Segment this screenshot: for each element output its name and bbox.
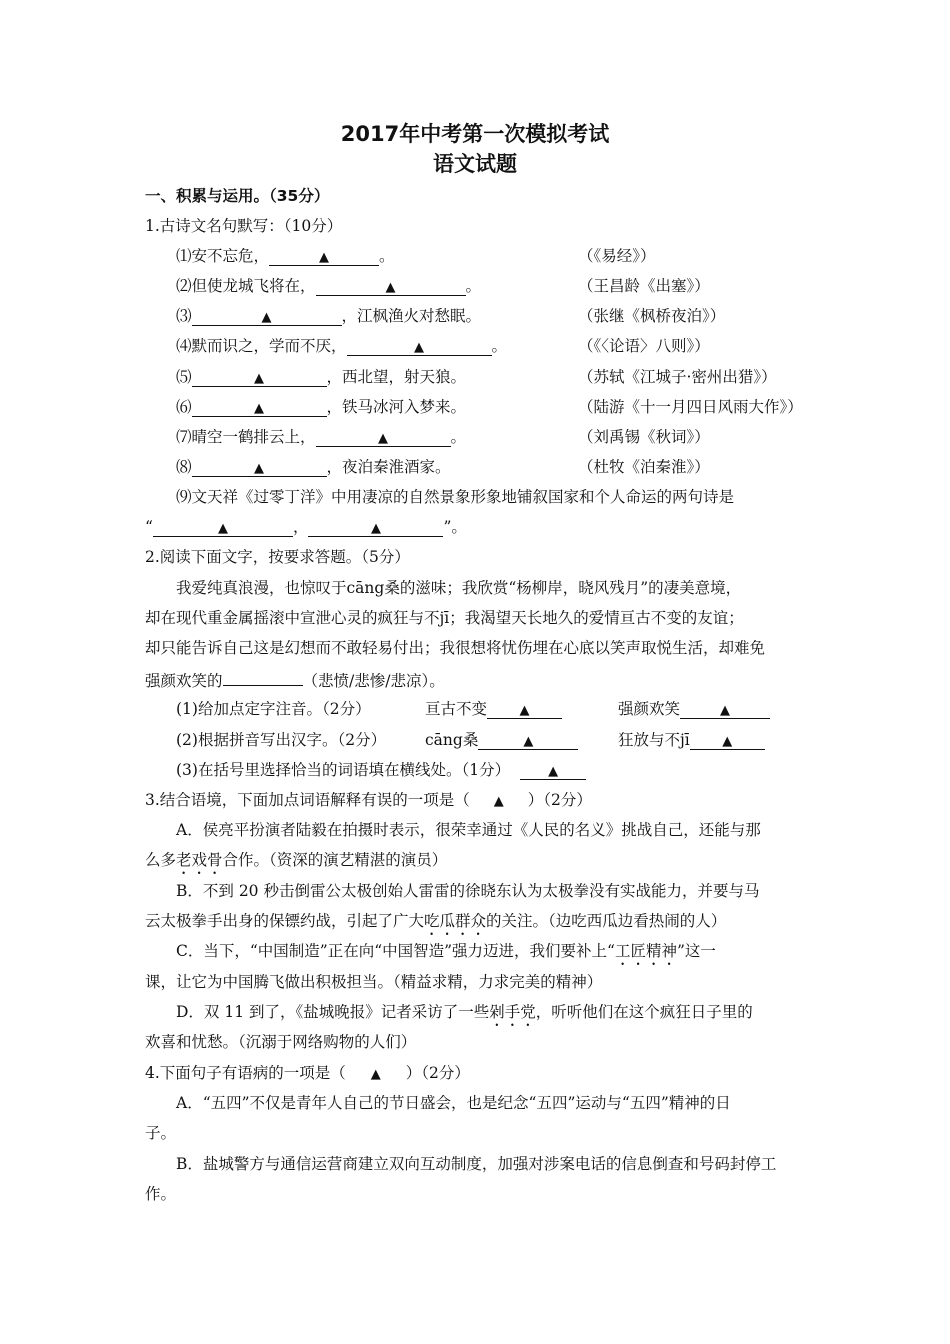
q1-source-8: （杜牧《泊秦淮》） <box>578 458 710 476</box>
q1-item-1: ⑴安不忘危， ▲ 。 <box>176 247 395 265</box>
answer-blank[interactable]: ▲ <box>308 518 443 537</box>
q2-sub2-a: cāng桑 ▲ <box>425 729 578 751</box>
q4-heading: 4.下面句子有语病的一项是（ ▲ ）（2分） <box>145 1064 470 1082</box>
q3-option-a-line1: A．侯亮平扮演者陆毅在拍摄时表示，很荣幸通过《人民的名义》挑战自己，还能与那 <box>176 821 761 839</box>
q3-option-d-line1: D．双 11 到了，《盐城晚报》记者采访了一些剁手党，听听他们在这个疯狂日子里的 <box>176 1003 753 1021</box>
q1-source-6: （陆游《十一月四日风雨大作》） <box>578 398 803 416</box>
answer-blank[interactable]: ▲ <box>192 458 327 477</box>
q1-item-6: ⑹ ▲ ，铁马冰河入梦来。 <box>176 398 467 416</box>
q2-sub2-b: 狂放与不jī ▲ <box>618 729 765 751</box>
q1-source-3: （张继《枫桥夜泊》） <box>578 307 726 325</box>
answer-blank[interactable]: ▲ <box>520 761 586 780</box>
q2-sub1: (1)给加点定字注音。（2分） <box>176 700 371 718</box>
answer-blank[interactable]: ▲ <box>316 277 466 296</box>
q2-sub1-a: 亘古不变 ▲ <box>425 698 562 720</box>
answer-blank[interactable]: ▲ <box>269 247 379 266</box>
q1-item-5: ⑸ ▲ ，西北望，射天狼。 <box>176 368 467 386</box>
answer-blank[interactable]: ▲ <box>347 337 492 356</box>
q2-passage-line4: 强颜欢笑的 （悲愤/悲惨/悲凉）。 <box>145 667 445 692</box>
q2-heading: 2.阅读下面文字，按要求答题。（5分） <box>145 548 410 566</box>
answer-blank[interactable]: ▲ <box>487 700 562 719</box>
q4-option-b-line2: 作。 <box>145 1185 177 1203</box>
answer-blank[interactable]: ▲ <box>680 700 770 719</box>
q1-source-5: （苏轼《江城子·密州出猎》） <box>578 368 777 386</box>
q1-item-9-text: ⑼文天祥《过零丁洋》中用凄凉的自然景象形象地铺叙国家和个人命运的两句诗是 <box>176 488 735 506</box>
q1-item-8: ⑻ ▲ ，夜泊秦淮酒家。 <box>176 458 451 476</box>
q2-passage-line2: 却在现代重金属摇滚中宣泄心灵的疯狂与不jī；我渴望天长地久的爱情亘古不变的友谊； <box>145 609 744 627</box>
q1-heading: 1.古诗文名句默写：（10分） <box>145 217 343 235</box>
q3-option-d-line2: 欢喜和忧愁。（沉溺于网络购物的人们） <box>145 1033 417 1051</box>
q1-item-2: ⑵但使龙城飞将在， ▲ 。 <box>176 277 482 295</box>
answer-blank[interactable]: ▲ <box>478 731 578 750</box>
q2-passage-line3: 却只能告诉自己这是幻想而不敢轻易付出；我很想将忧伤埋在心底以笑声取悦生活，却难免 <box>145 639 766 657</box>
answer-blank[interactable]: ▲ <box>192 398 327 417</box>
answer-blank[interactable]: ▲ <box>192 307 342 326</box>
title-line2: 语文试题 <box>433 152 517 176</box>
q3-option-c-line2: 课，让它为中国腾飞做出积极担当。（精益求精，力求完美的精神） <box>145 973 603 991</box>
q4-option-b-line1: B．盐城警方与通信运营商建立双向互动制度，加强对涉案电话的信息倒查和号码封停工 <box>176 1155 777 1173</box>
answer-blank[interactable]: ▲ <box>153 518 293 537</box>
answer-blank[interactable]: ▲ <box>316 428 451 447</box>
q3-option-b-line1: B．不到 20 秒击倒雷公太极创始人雷雷的徐晓东认为太极拳没有实战能力，并要与马 <box>176 882 760 900</box>
q1-source-4: （《〈论语〉八则》） <box>578 337 710 355</box>
q1-item-4: ⑷默而识之，学而不厌， ▲ 。 <box>176 337 508 355</box>
q3-option-b-line2: 云太极拳手出身的保镖约战，引起了广大吃瓜群众的关注。（边吃西瓜边看热闹的人） <box>145 912 727 930</box>
q3-heading: 3.结合语境，下面加点词语解释有误的一项是（ ▲ ）（2分） <box>145 791 592 809</box>
q1-item-9-answers: “ ▲ ， ▲ ”。 <box>145 518 467 536</box>
answer-blank[interactable]: ▲ <box>192 368 327 387</box>
q1-source-2: （王昌龄《出塞》） <box>578 277 710 295</box>
answer-blank[interactable]: ▲ <box>690 731 765 750</box>
q1-source-1: （《易经》） <box>578 247 656 265</box>
q4-option-a-line1: A．“五四”不仅是青年人自己的节日盛会，也是纪念“五四”运动与“五四”精神的日 <box>176 1094 731 1112</box>
q2-sub1-b: 强颜欢笑 ▲ <box>618 698 770 720</box>
q2-sub2: (2)根据拼音写出汉字。（2分） <box>176 731 387 749</box>
q2-sub3: (3)在括号里选择恰当的词语填在横线处。（1分） ▲ <box>176 759 586 781</box>
q1-item-7: ⑺晴空一鹤排云上， ▲ 。 <box>176 428 467 446</box>
q3-option-a-line2: 么多老戏骨合作。（资深的演艺精湛的演员） <box>145 851 448 869</box>
q4-option-a-line2: 子。 <box>145 1124 177 1142</box>
q1-item-3: ⑶ ▲ ，江枫渔火对愁眠。 <box>176 307 482 325</box>
q2-passage-line1: 我爱纯真浪漫，也惊叹于cāng桑的滋味；我欣赏“杨柳岸，晓风残月”的凄美意境， <box>176 579 742 597</box>
answer-blank[interactable] <box>223 667 303 686</box>
q1-source-7: （刘禹锡《秋词》） <box>578 428 710 446</box>
q3-option-c-line1: C．当下，“中国制造”正在向“中国智造”强力迈进，我们要补上“工匠精神”这一 <box>176 942 716 960</box>
section1-heading: 一、积累与运用。（35分） <box>145 187 330 205</box>
title-line1: 2017年中考第一次模拟考试 <box>340 122 610 146</box>
